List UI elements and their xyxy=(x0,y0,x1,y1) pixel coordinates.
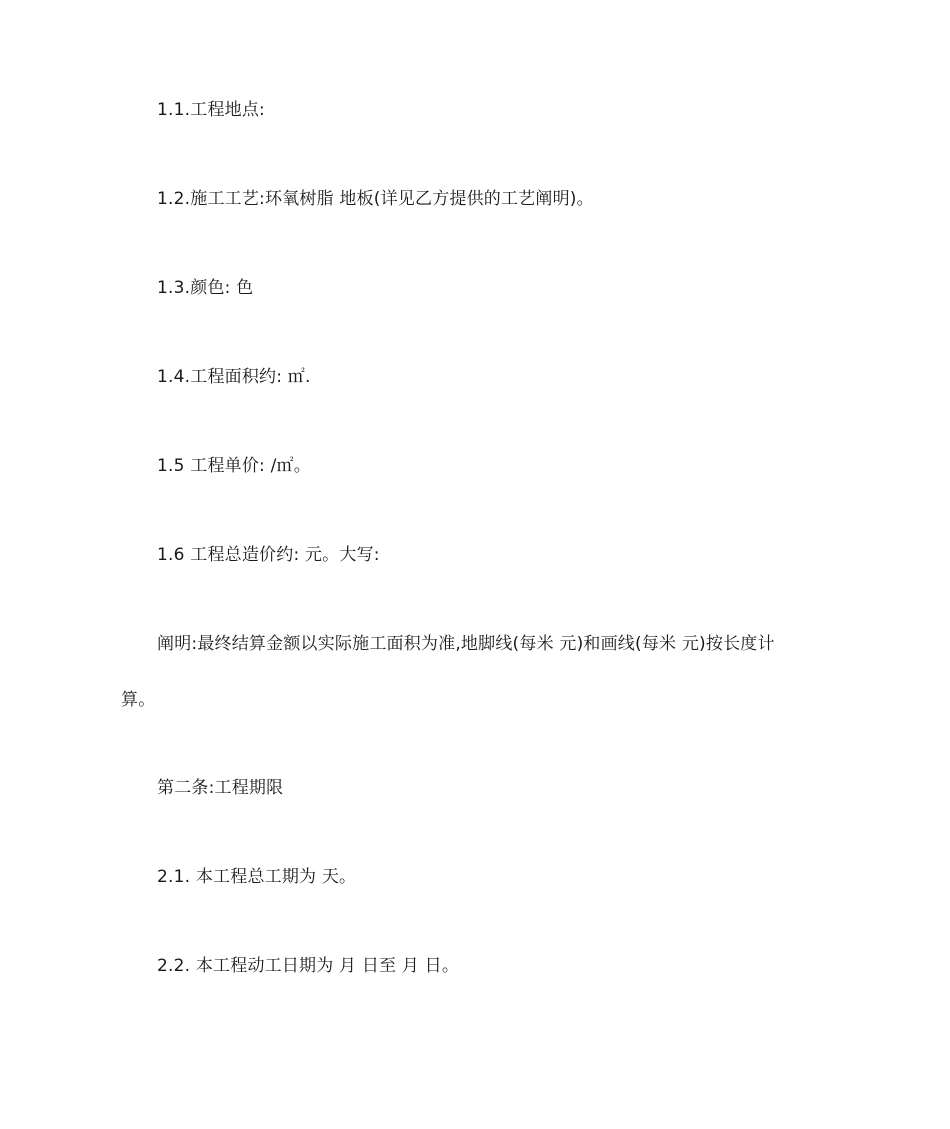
article-2-heading: 第二条:工程期限 xyxy=(157,778,284,798)
clause-1-4: 1.4.工程面积约: ㎡. xyxy=(157,367,311,387)
clause-1-6: 1.6 工程总造价约: 元。大写: xyxy=(157,545,380,565)
clause-1-3: 1.3.颜色: 色 xyxy=(157,278,254,298)
clause-1-1: 1.1.工程地点: xyxy=(157,100,265,120)
clause-1-5: 1.5 工程单价: /㎡。 xyxy=(157,456,311,476)
clause-2-1: 2.1. 本工程总工期为 天。 xyxy=(157,867,357,887)
note-line-2: 算。 xyxy=(121,690,156,710)
clause-1-2: 1.2.施工工艺:环氧树脂 地板(详见乙方提供的工艺阐明)。 xyxy=(157,189,594,209)
note-line-1: 阐明:最终结算金额以实际施工面积为准,地脚线(每米 元)和画线(每米 元)按长度计 xyxy=(157,634,775,654)
clause-2-2: 2.2. 本工程动工日期为 月 日至 月 日。 xyxy=(157,956,460,976)
